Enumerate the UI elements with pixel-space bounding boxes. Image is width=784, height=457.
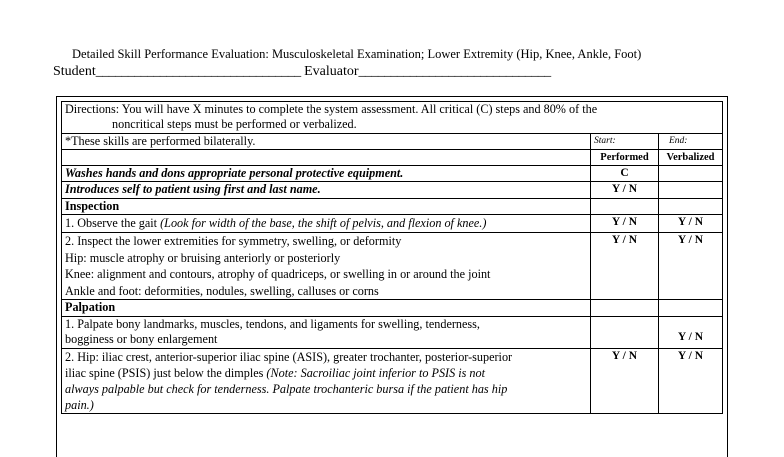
step-line: 2. Inspect the lower extremities for symmetry, swelling, or deformity <box>65 234 402 249</box>
note-row <box>62 133 723 149</box>
step-line: always palpable but check for tenderness. Palpate trochanteric bursa if the patient has hip <box>65 381 508 396</box>
table-row <box>62 233 723 300</box>
step-line: 1. Palpate bony landmarks, muscles, tendons, and ligaments for swelling, tenderness, <box>65 316 480 331</box>
performed-cell[interactable]: Y / N <box>591 348 659 413</box>
table-row <box>62 166 723 182</box>
verbalized-cell[interactable]: Y / N <box>659 233 723 300</box>
student-evaluator-line <box>53 64 551 80</box>
section-heading-palpation: Palpation <box>62 300 591 316</box>
step-line: Ankle and foot: deformities, nodules, swelling, calluses or corns <box>65 283 379 298</box>
step-line: 2. Hip: iliac crest, anterior-superior iliac spine (ASIS), greater trochanter, posterior-superior <box>65 349 513 364</box>
performed-cell <box>591 198 659 214</box>
table-row <box>62 348 723 413</box>
directions-line-1: Directions: You will have X minutes to complete the system assessment. All critical (C) steps and 80% of the <box>65 102 598 116</box>
step-text <box>62 233 591 300</box>
performed-cell <box>591 300 659 316</box>
evaluator-blank: ______________________________ <box>358 64 551 79</box>
step-line: pain.) <box>65 397 94 412</box>
step-text <box>62 348 591 413</box>
evaluator-label: Evaluator <box>304 64 359 79</box>
step-text-plain: 1. Observe the gait <box>65 216 161 231</box>
step-line: Knee: alignment and contours, atrophy of quadriceps, or swelling in or around the joint <box>65 267 491 282</box>
step-text-plain: iliac spine (PSIS) just below the dimples <box>65 365 267 380</box>
verbalized-cell[interactable]: Y / N <box>659 348 723 413</box>
step-text: Introduces self to patient using first and last name. <box>62 182 591 198</box>
end-label: End: <box>659 133 723 149</box>
directions-row <box>62 102 723 134</box>
table-row <box>62 182 723 198</box>
table-row <box>62 215 723 233</box>
verbalized-cell <box>659 300 723 316</box>
start-label: Start: <box>591 133 659 149</box>
step-text: Washes hands and dons appropriate personal protective equipment. <box>62 166 591 182</box>
step-line: Hip: muscle atrophy or bruising anteriorly or posteriorly <box>65 250 341 265</box>
performed-cell[interactable]: Y / N <box>591 233 659 300</box>
student-label: Student <box>53 64 96 79</box>
performed-cell[interactable]: Y / N <box>591 182 659 198</box>
document-title: Detailed Skill Performance Evaluation: Musculoskeletal Examination; Lower Extremity (Hip, Knee, Ankle, Foot) <box>72 47 642 61</box>
step-line: bogginess or bony enlargement <box>65 332 218 347</box>
section-row <box>62 198 723 214</box>
verbalized-cell[interactable] <box>659 166 723 182</box>
step-text-italic: (Note: Sacroiliac joint inferior to PSIS is not <box>266 365 485 380</box>
performed-header: Performed <box>591 149 659 165</box>
directions-line-2: noncritical steps must be performed or verbalized. <box>112 117 357 132</box>
step-text-italic: (Look for width of the base, the shift of pelvis, and flexion of knee.) <box>160 216 487 231</box>
verbalized-cell[interactable]: Y / N <box>659 215 723 233</box>
table-row <box>62 316 723 348</box>
step-text <box>62 316 591 348</box>
performed-cell[interactable] <box>591 316 659 348</box>
verbalized-cell[interactable] <box>659 182 723 198</box>
step-line <box>65 365 587 381</box>
section-heading-inspection: Inspection <box>62 198 591 214</box>
header-row <box>62 149 723 165</box>
directions-cell <box>62 102 723 134</box>
header-empty-cell <box>62 149 591 165</box>
performed-cell[interactable]: Y / N <box>591 215 659 233</box>
student-blank: ________________________________ <box>95 64 301 79</box>
performed-cell[interactable]: C <box>591 166 659 182</box>
bilateral-note: *These skills are performed bilaterally. <box>62 133 591 149</box>
verbalized-header: Verbalized <box>659 149 723 165</box>
section-row <box>62 300 723 316</box>
evaluation-table <box>61 101 723 414</box>
verbalized-cell <box>659 198 723 214</box>
verbalized-cell[interactable]: Y / N <box>659 316 723 348</box>
step-text <box>62 215 591 233</box>
